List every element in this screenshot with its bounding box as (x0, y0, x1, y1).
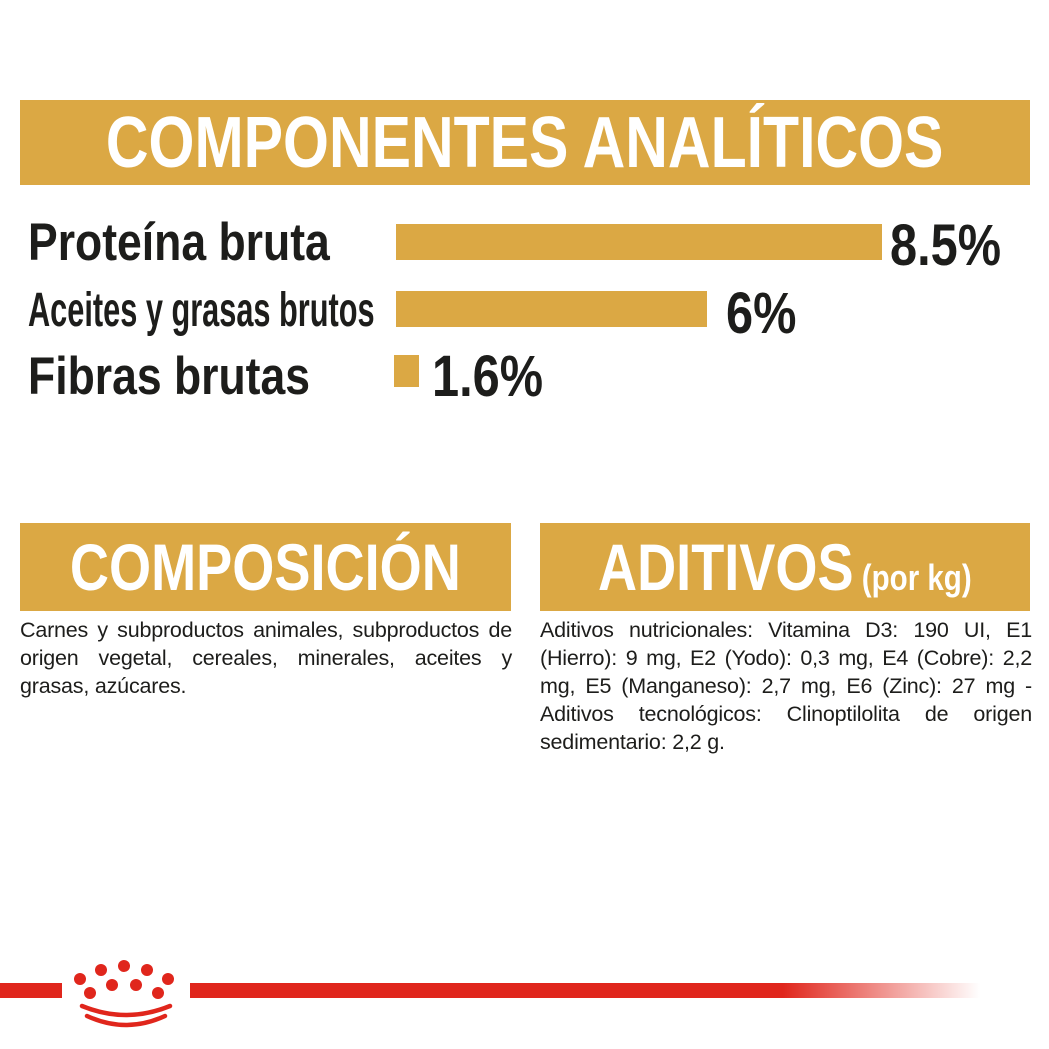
composition-title: COMPOSICIÓN (70, 530, 461, 604)
brand-divider-line-right (190, 983, 980, 998)
analytical-components-banner (20, 100, 1030, 185)
brand-divider-line-left (0, 983, 62, 998)
additives-banner (540, 523, 1030, 611)
chart-value-fats: 6% (726, 281, 797, 346)
chart-label-protein: Proteína bruta (28, 213, 330, 272)
chart-value-fibre: 1.6% (432, 344, 544, 409)
composition-banner (20, 523, 511, 611)
composition-body-text: Carnes y subproductos animales, subproductos de origen vegetal, cereales, minerales, aceites y grasas, azúcares. (20, 618, 512, 698)
royal-canin-crown-icon (62, 956, 190, 1032)
chart-bar-protein (396, 224, 882, 260)
additives-title-main: ADITIVOS (598, 530, 854, 604)
additives-title (598, 530, 972, 604)
chart-value-protein: 8.5% (890, 213, 1002, 278)
additives-body-text: Aditivos nutricionales: Vitamina D3: 190 UI, E1 (Hierro): 9 mg, E2 (Yodo): 0,3 mg, E4 (Cobre): 2,2 mg, E5 (Manganeso): 2,7 mg, E6 (Zinc): 27 mg - Aditivos tecnológicos: Clinoptilolita de origen sedimentario: 2,2 g. (540, 618, 1032, 754)
chart-label-fibre: Fibras brutas (28, 347, 311, 406)
chart-bar-fats (396, 291, 707, 327)
chart-label-fats: Aceites y grasas brutos (28, 284, 375, 337)
additives-title-suffix: (por kg) (861, 557, 972, 598)
chart-bar-fibre (394, 355, 419, 387)
analytical-components-title: COMPONENTES ANALÍTICOS (106, 102, 944, 183)
